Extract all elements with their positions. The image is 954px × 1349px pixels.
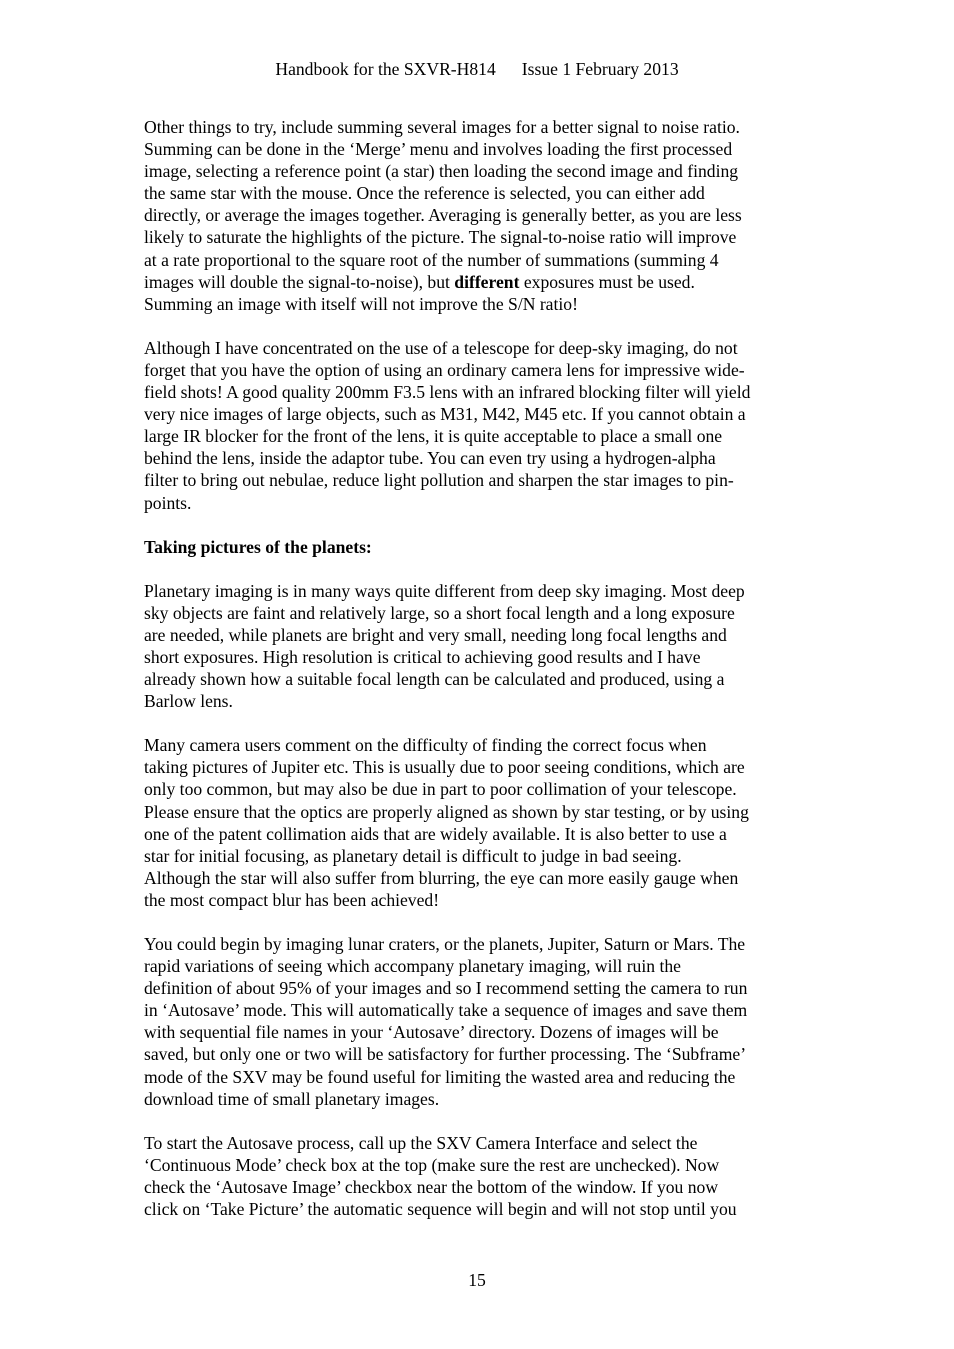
text-line: taking pictures of Jupiter etc. This is usually due to poor seeing conditions, which are [144, 757, 745, 778]
text-line: one of the patent collimation aids that are widely available. It is also better to use a [144, 823, 727, 844]
text-line: download time of small planetary images. [144, 1088, 440, 1109]
text-line: click on ‘Take Picture’ the automatic sequence will begin and will not stop until you [144, 1199, 737, 1220]
page-number: 15 [468, 1270, 486, 1290]
paragraph-camera-lens [144, 337, 816, 514]
text-line: sky objects are faint and relatively large, so a short focal length and a long exposure [144, 602, 735, 623]
emphasis-different: different [454, 271, 520, 292]
header-issue: Issue 1 February 2013 [521, 59, 679, 79]
text-line: forget that you have the option of using an ordinary camera lens for impressive wide- [144, 359, 745, 380]
text-line: image, selecting a reference point (a star) then loading the second image and finding [144, 161, 739, 182]
text-line: To start the Autosave process, call up the SXV Camera Interface and select the [144, 1132, 698, 1153]
text-line: large IR blocker for the front of the lens, it is quite acceptable to place a small one [144, 426, 723, 447]
text-run: exposures must be used. [519, 271, 695, 292]
text-run: images will double the signal-to-noise), but [144, 271, 455, 292]
text-line: at a rate proportional to the square root of the number of summations (summing 4 [144, 249, 719, 270]
paragraph-focus [144, 734, 816, 911]
text-line: rapid variations of seeing which accompany planetary imaging, will ruin the [144, 956, 681, 977]
text-line: Many camera users comment on the difficulty of finding the correct focus when [144, 735, 707, 756]
paragraph-autosave-intro [144, 933, 816, 1110]
text-line: behind the lens, inside the adaptor tube. You can even try using a hydrogen-alpha [144, 448, 716, 469]
paragraph-summing [144, 116, 816, 315]
text-line: directly, or average the images together. Averaging is generally better, as you are less [144, 205, 742, 226]
text-line: already shown how a suitable focal length can be calculated and produced, using a [144, 669, 725, 690]
text-line: Although the star will also suffer from blurring, the eye can more easily gauge when [144, 867, 739, 888]
text-line: saved, but only one or two will be satisfactory for further processing. The ‘Subframe’ [144, 1044, 747, 1065]
text-line: Planetary imaging is in many ways quite different from deep sky imaging. Most deep [144, 580, 745, 601]
text-line: check the ‘Autosave Image’ checkbox near the bottom of the window. If you now [144, 1176, 719, 1197]
page-body [144, 116, 816, 1242]
text-line: mode of the SXV may be found useful for limiting the wasted area and reducing the [144, 1066, 736, 1087]
text-line: likely to saturate the highlights of the picture. The signal-to-noise ratio will improve [144, 227, 737, 248]
text-line: with sequential file names in your ‘Autosave’ directory. Dozens of images will be [144, 1022, 719, 1043]
header-title: Handbook for the SXVR-H814 [275, 59, 496, 79]
page-header [0, 58, 954, 80]
text-line: definition of about 95% of your images and so I recommend setting the camera to run [144, 978, 748, 999]
text-line: the same star with the mouse. Once the reference is selected, you can either add [144, 183, 705, 204]
text-line: the most compact blur has been achieved! [144, 889, 440, 910]
text-line: You could begin by imaging lunar craters, or the planets, Jupiter, Saturn or Mars. The [144, 934, 746, 954]
text-line: Barlow lens. [144, 691, 233, 712]
text-line: points. [144, 492, 192, 513]
text-line: Summing an image with itself will not improve the S/N ratio! [144, 293, 578, 314]
text-line: Summing can be done in the ‘Merge’ menu and involves loading the first processed [144, 139, 733, 160]
heading-planets: Taking pictures of the planets: [144, 536, 372, 557]
text-line [144, 271, 816, 293]
text-line: are needed, while planets are bright and very small, needing long focal lengths and [144, 624, 727, 645]
text-line: Although I have concentrated on the use of a telescope for deep-sky imaging, do not [144, 337, 738, 358]
text-line: ‘Continuous Mode’ check box at the top (make sure the rest are unchecked). Now [144, 1154, 720, 1175]
text-line: Please ensure that the optics are properly aligned as shown by star testing, or by using [144, 801, 749, 822]
text-line: field shots! A good quality 200mm F3.5 lens with an infrared blocking filter will yield [144, 382, 751, 403]
paragraph-planetary-imaging [144, 580, 816, 713]
text-line: short exposures. High resolution is critical to achieving good results and I have [144, 646, 701, 667]
text-line: star for initial focusing, as planetary detail is difficult to judge in bad seeing. [144, 845, 682, 866]
section-heading [144, 536, 816, 558]
text-line: very nice images of large objects, such as M31, M42, M45 etc. If you cannot obtain a [144, 404, 746, 425]
text-line: only too common, but may also be due in part to poor collimation of your telescope. [144, 779, 737, 800]
text-line: filter to bring out nebulae, reduce light pollution and sharpen the star images to pin- [144, 470, 734, 491]
text-line: Other things to try, include summing several images for a better signal to noise ratio. [144, 117, 740, 137]
text-line: in ‘Autosave’ mode. This will automatically take a sequence of images and save them [144, 1000, 748, 1021]
paragraph-autosave-process [144, 1132, 816, 1220]
